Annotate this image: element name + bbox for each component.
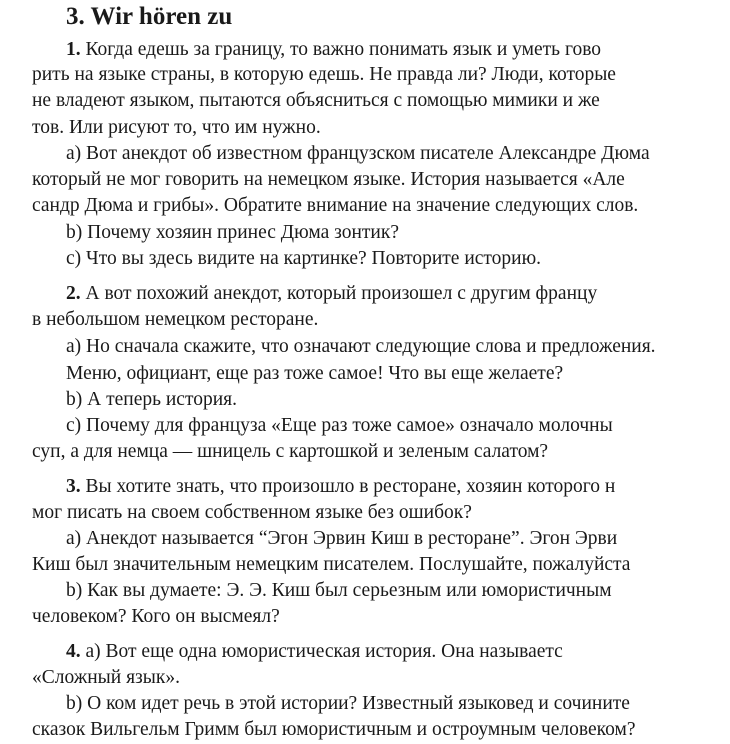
text-line: Киш был значительным немецким писателем. Послушайте, пожалуйста (32, 554, 631, 575)
text-line: c) Что вы здесь видите на картинке? Повторите историю. (66, 248, 542, 269)
text-line: не владеют языком, пытаются объясниться с помощью мимики и же (32, 90, 600, 111)
text-line: сандр Дюма и грибы». Обратите внимание на значение следующих слов. (32, 195, 639, 216)
text-line: b) Почему хозяин принес Дюма зонтик? (66, 222, 399, 243)
section-heading: 3. Wir hören zu (66, 3, 233, 30)
text-line: 1. Когда едешь за границу, то важно понимать язык и уметь гово (66, 39, 602, 60)
text-line: 3. Вы хотите знать, что произошло в ресторане, хозяин которого н (66, 476, 616, 497)
text-line: человеком? Кого он высмеял? (32, 606, 280, 627)
text-line: в небольшом немецком ресторане. (32, 309, 319, 330)
text-line: a) Анекдот называется “Эгон Эрвин Киш в ресторане”. Эгон Эрви (66, 528, 618, 549)
text-line: b) А теперь история. (66, 389, 237, 410)
text-line: b) О ком идет речь в этой истории? Известный языковед и сочините (66, 693, 630, 714)
text-line: сказок Вильгельм Гримм был юмористичным и остроумным человеком? (32, 719, 636, 740)
text-line: «Сложный язык». (32, 667, 180, 688)
text-line: суп, а для немца — шницель с картошкой и зеленым салатом? (32, 441, 549, 462)
text-line: 2. А вот похожий анекдот, который произошел с другим францу (66, 283, 598, 304)
text-line: рить на языке страны, в которую едешь. Не правда ли? Люди, которые (32, 64, 616, 85)
text-line: 4. a) Вот еще одна юмористическая история. Она называетс (66, 641, 563, 662)
text-line: тов. Или рисуют то, что им нужно. (32, 117, 321, 138)
text-line: b) Как вы думаете: Э. Э. Киш был серьезным или юмористичным (66, 580, 612, 601)
text-line: мог писать на своем собственном языке без ошибок? (32, 502, 472, 523)
text-line: a) Вот анекдот об известном французском писателе Александре Дюма (66, 143, 650, 164)
text-line: a) Но сначала скажите, что означают следующие слова и предложения. (66, 336, 656, 357)
text-line: c) Почему для француза «Еще раз тоже самое» означало молочны (66, 415, 613, 436)
text-line: который не мог говорить на немецком языке. История называется «Але (32, 169, 625, 190)
text-line: Меню, официант, еще раз тоже самое! Что вы еще желаете? (66, 363, 564, 384)
